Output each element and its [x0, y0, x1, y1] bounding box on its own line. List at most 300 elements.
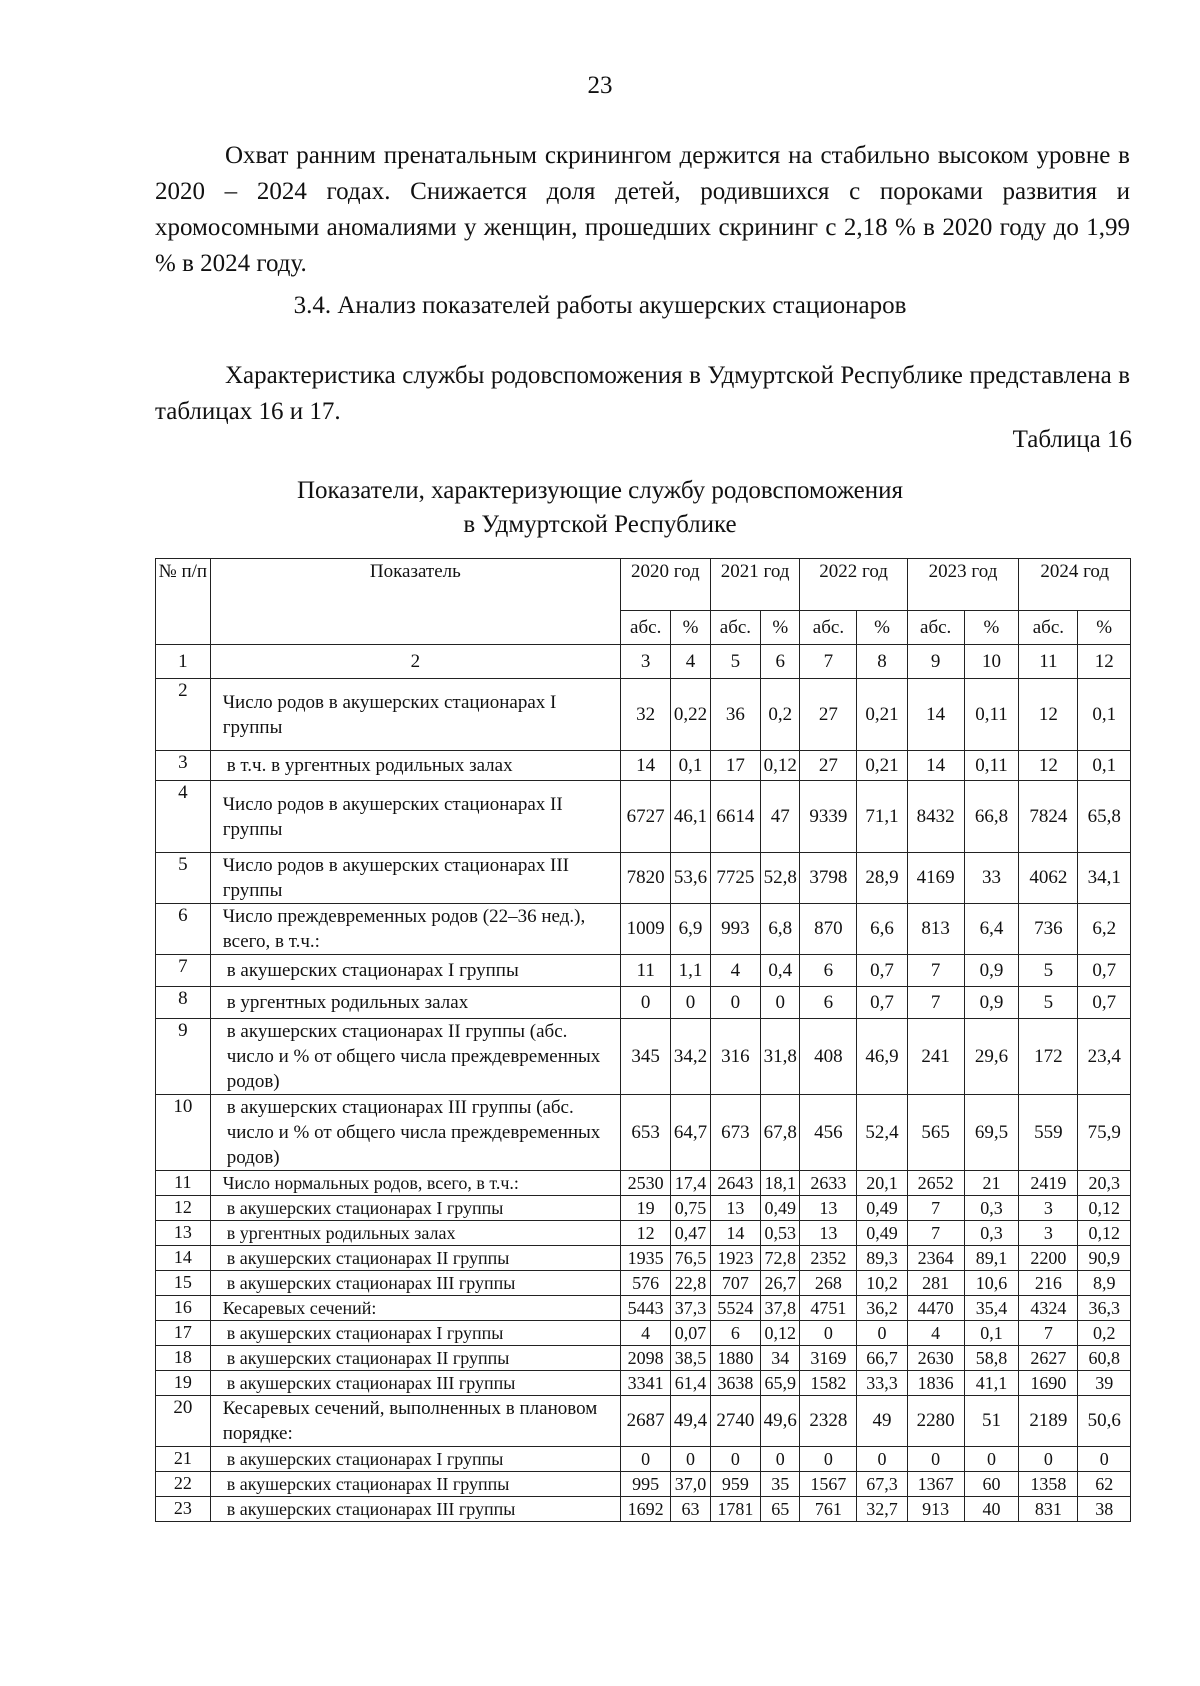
pct-value: 61,4: [671, 1371, 710, 1396]
pct-value: 0,49: [761, 1196, 800, 1221]
abs-value: 736: [1019, 904, 1078, 955]
pct-value: 38,5: [671, 1346, 710, 1371]
abs-value: 2633: [800, 1171, 857, 1196]
abs-value: 3: [1019, 1221, 1078, 1246]
pct-value: 0,49: [857, 1221, 907, 1246]
column-number: 12: [1078, 645, 1131, 679]
header-abs: абс.: [907, 611, 964, 645]
pct-value: 0,2: [1078, 1321, 1131, 1346]
abs-value: 0: [621, 1447, 671, 1472]
pct-value: 52,8: [761, 853, 800, 904]
row-number: 19: [156, 1371, 211, 1396]
abs-value: 1935: [621, 1246, 671, 1271]
pct-value: 64,7: [671, 1095, 710, 1171]
abs-value: 27: [800, 679, 857, 751]
paragraph-intro: Характеристика службы родовспоможения в Удмуртской Республике представлена в таблицах 16 и 17.: [155, 362, 1130, 425]
table-row: [156, 679, 1131, 751]
abs-value: 2652: [907, 1171, 964, 1196]
abs-value: 2627: [1019, 1346, 1078, 1371]
pct-value: 50,6: [1078, 1396, 1131, 1447]
pct-value: 6,4: [964, 904, 1019, 955]
pct-value: 0,49: [857, 1196, 907, 1221]
pct-value: 35,4: [964, 1296, 1019, 1321]
abs-value: 14: [710, 1221, 760, 1246]
abs-value: 2630: [907, 1346, 964, 1371]
pct-value: 0,9: [964, 987, 1019, 1019]
row-label: Число нормальных родов, всего, в т.ч.:: [210, 1171, 620, 1196]
pct-value: 34,1: [1078, 853, 1131, 904]
row-number: 21: [156, 1447, 211, 1472]
abs-value: 12: [1019, 679, 1078, 751]
pct-value: 1,1: [671, 955, 710, 987]
abs-value: 7: [1019, 1321, 1078, 1346]
table-row: [156, 987, 1131, 1019]
abs-value: 2530: [621, 1171, 671, 1196]
abs-value: 5: [1019, 955, 1078, 987]
abs-value: 4169: [907, 853, 964, 904]
row-number: 13: [156, 1221, 211, 1246]
pct-value: 65,8: [1078, 781, 1131, 853]
pct-value: 37,8: [761, 1296, 800, 1321]
abs-value: 8432: [907, 781, 964, 853]
row-number: 8: [156, 987, 211, 1019]
pct-value: 10,6: [964, 1271, 1019, 1296]
abs-value: 4: [710, 955, 760, 987]
row-label: Число родов в акушерских стационарах I группы: [210, 679, 620, 751]
section-title: 3.4. Анализ показателей работы акушерских стационаров: [293, 292, 907, 319]
pct-value: 51: [964, 1396, 1019, 1447]
pct-value: 67,3: [857, 1472, 907, 1497]
abs-value: 2098: [621, 1346, 671, 1371]
row-label: в акушерских стационарах II группы: [210, 1246, 620, 1271]
abs-value: 3341: [621, 1371, 671, 1396]
pct-value: 0: [964, 1447, 1019, 1472]
row-number: 5: [156, 853, 211, 904]
pct-value: 46,9: [857, 1019, 907, 1095]
table-row: [156, 1346, 1131, 1371]
table-row: [156, 1396, 1131, 1447]
pct-value: 0,7: [857, 955, 907, 987]
abs-value: 4: [621, 1321, 671, 1346]
table-row: [156, 1221, 1131, 1246]
pct-value: 46,1: [671, 781, 710, 853]
abs-value: 3169: [800, 1346, 857, 1371]
abs-value: 11: [621, 955, 671, 987]
pct-value: 75,9: [1078, 1095, 1131, 1171]
pct-value: 0,21: [857, 751, 907, 781]
pct-value: 0,1: [1078, 751, 1131, 781]
pct-value: 0,53: [761, 1221, 800, 1246]
abs-value: 1358: [1019, 1472, 1078, 1497]
pct-value: 6,6: [857, 904, 907, 955]
column-number: 6: [761, 645, 800, 679]
pct-value: 69,5: [964, 1095, 1019, 1171]
row-label: в акушерских стационарах III группы (абс. число и % от общего числа преждевременных родов): [210, 1095, 620, 1171]
abs-value: 0: [800, 1447, 857, 1472]
abs-value: 13: [800, 1221, 857, 1246]
pct-value: 47: [761, 781, 800, 853]
pct-value: 0,9: [964, 955, 1019, 987]
abs-value: 2419: [1019, 1171, 1078, 1196]
abs-value: 1880: [710, 1346, 760, 1371]
header-abs: абс.: [621, 611, 671, 645]
abs-value: 12: [1019, 751, 1078, 781]
abs-value: 7: [907, 1221, 964, 1246]
table-row: [156, 1447, 1131, 1472]
pct-value: 72,8: [761, 1246, 800, 1271]
abs-value: 2364: [907, 1246, 964, 1271]
row-label: в акушерских стационарах I группы: [210, 1321, 620, 1346]
row-label: в ургентных родильных залах: [210, 987, 620, 1019]
abs-value: 1367: [907, 1472, 964, 1497]
column-number: 3: [621, 645, 671, 679]
row-number: 16: [156, 1296, 211, 1321]
paragraph-screening: Охват ранним пренатальным скринингом держится на стабильно высоком уровне в 2020 – 2024 годах. Снижается доля детей, родившихся с пороками развития и хромосомными аномалиями у женщин, прошедших скрининг с 2,18 % в 2020 году до 1,99 % в 2024 году.: [155, 142, 1130, 277]
abs-value: 316: [710, 1019, 760, 1095]
header-indicator: Показатель: [210, 559, 620, 645]
abs-value: 19: [621, 1196, 671, 1221]
abs-value: 2643: [710, 1171, 760, 1196]
header-abs: абс.: [1019, 611, 1078, 645]
column-number: 2: [210, 645, 620, 679]
pct-value: 0,11: [964, 751, 1019, 781]
abs-value: 172: [1019, 1019, 1078, 1095]
pct-value: 0: [671, 987, 710, 1019]
abs-value: 5524: [710, 1296, 760, 1321]
table-row: [156, 1371, 1131, 1396]
pct-value: 66,8: [964, 781, 1019, 853]
pct-value: 0,7: [857, 987, 907, 1019]
abs-value: 1690: [1019, 1371, 1078, 1396]
pct-value: 89,3: [857, 1246, 907, 1271]
pct-value: 0,07: [671, 1321, 710, 1346]
pct-value: 37,0: [671, 1472, 710, 1497]
pct-value: 63: [671, 1497, 710, 1522]
abs-value: 1923: [710, 1246, 760, 1271]
pct-value: 40: [964, 1497, 1019, 1522]
table-title-line-2: в Удмуртской Республике: [463, 511, 737, 538]
abs-value: 241: [907, 1019, 964, 1095]
pct-value: 6,2: [1078, 904, 1131, 955]
pct-value: 17,4: [671, 1171, 710, 1196]
pct-value: 35: [761, 1472, 800, 1497]
abs-value: 913: [907, 1497, 964, 1522]
pct-value: 0,22: [671, 679, 710, 751]
abs-value: 12: [621, 1221, 671, 1246]
abs-value: 1781: [710, 1497, 760, 1522]
abs-value: 2280: [907, 1396, 964, 1447]
row-number: 4: [156, 781, 211, 853]
table-row: [156, 781, 1131, 853]
abs-value: 5: [1019, 987, 1078, 1019]
table-label: Таблица 16: [1012, 426, 1132, 453]
column-number: 5: [710, 645, 760, 679]
pct-value: 0: [1078, 1447, 1131, 1472]
pct-value: 10,2: [857, 1271, 907, 1296]
table-row: [156, 751, 1131, 781]
abs-value: 4324: [1019, 1296, 1078, 1321]
pct-value: 38: [1078, 1497, 1131, 1522]
column-number: 11: [1019, 645, 1078, 679]
abs-value: 1009: [621, 904, 671, 955]
pct-value: 0,3: [964, 1221, 1019, 1246]
pct-value: 36,3: [1078, 1296, 1131, 1321]
abs-value: 559: [1019, 1095, 1078, 1171]
pct-value: 65: [761, 1497, 800, 1522]
abs-value: 6: [710, 1321, 760, 1346]
pct-value: 0,12: [761, 751, 800, 781]
pct-value: 22,8: [671, 1271, 710, 1296]
abs-value: 4062: [1019, 853, 1078, 904]
pct-value: 33,3: [857, 1371, 907, 1396]
abs-value: 6: [800, 955, 857, 987]
pct-value: 20,3: [1078, 1171, 1131, 1196]
column-number: 1: [156, 645, 211, 679]
row-label: в акушерских стационарах II группы: [210, 1346, 620, 1371]
pct-value: 49,4: [671, 1396, 710, 1447]
abs-value: 6614: [710, 781, 760, 853]
abs-value: 813: [907, 904, 964, 955]
abs-value: 6: [800, 987, 857, 1019]
abs-value: 9339: [800, 781, 857, 853]
column-numbers-row: [156, 645, 1131, 679]
table-row: [156, 1171, 1131, 1196]
abs-value: 7: [907, 955, 964, 987]
obstetric-indicators-table: [155, 558, 1131, 1522]
table-row: [156, 1271, 1131, 1296]
table-row: [156, 1296, 1131, 1321]
abs-value: 653: [621, 1095, 671, 1171]
abs-value: 1692: [621, 1497, 671, 1522]
pct-value: 0: [761, 987, 800, 1019]
abs-value: 7820: [621, 853, 671, 904]
pct-value: 6,9: [671, 904, 710, 955]
pct-value: 49: [857, 1396, 907, 1447]
pct-value: 0,47: [671, 1221, 710, 1246]
table-row: [156, 1095, 1131, 1171]
row-number: 18: [156, 1346, 211, 1371]
row-number: 10: [156, 1095, 211, 1171]
abs-value: 408: [800, 1019, 857, 1095]
pct-value: 28,9: [857, 853, 907, 904]
abs-value: 13: [800, 1196, 857, 1221]
table-row: [156, 1472, 1131, 1497]
abs-value: 995: [621, 1472, 671, 1497]
pct-value: 31,8: [761, 1019, 800, 1095]
row-number: 22: [156, 1472, 211, 1497]
abs-value: 0: [710, 1447, 760, 1472]
abs-value: 216: [1019, 1271, 1078, 1296]
pct-value: 34,2: [671, 1019, 710, 1095]
abs-value: 0: [710, 987, 760, 1019]
pct-value: 65,9: [761, 1371, 800, 1396]
pct-value: 0,75: [671, 1196, 710, 1221]
pct-value: 0,12: [1078, 1196, 1131, 1221]
pct-value: 0: [671, 1447, 710, 1472]
abs-value: 576: [621, 1271, 671, 1296]
pct-value: 0,12: [761, 1321, 800, 1346]
abs-value: 7725: [710, 853, 760, 904]
table-row: [156, 904, 1131, 955]
abs-value: 7824: [1019, 781, 1078, 853]
pct-value: 66,7: [857, 1346, 907, 1371]
abs-value: 456: [800, 1095, 857, 1171]
table-row: [156, 1497, 1131, 1522]
abs-value: 27: [800, 751, 857, 781]
row-number: 12: [156, 1196, 211, 1221]
row-label: Число родов в акушерских стационарах III группы: [210, 853, 620, 904]
row-label: в т.ч. в ургентных родильных залах: [210, 751, 620, 781]
row-number: 15: [156, 1271, 211, 1296]
abs-value: 1836: [907, 1371, 964, 1396]
pct-value: 0,11: [964, 679, 1019, 751]
pct-value: 0,12: [1078, 1221, 1131, 1246]
row-label: в акушерских стационарах II группы: [210, 1472, 620, 1497]
abs-value: 2352: [800, 1246, 857, 1271]
row-label: в ургентных родильных залах: [210, 1221, 620, 1246]
row-number: 20: [156, 1396, 211, 1447]
abs-value: 0: [621, 987, 671, 1019]
row-label: Кесаревых сечений, выполненных в плановом порядке:: [210, 1396, 620, 1447]
row-number: 17: [156, 1321, 211, 1346]
table-row: [156, 1019, 1131, 1095]
pct-value: 0,7: [1078, 955, 1131, 987]
table-title-line-1: Показатели, характеризующие службу родовспоможения: [296, 477, 904, 504]
abs-value: 959: [710, 1472, 760, 1497]
abs-value: 2189: [1019, 1396, 1078, 1447]
abs-value: 0: [907, 1447, 964, 1472]
row-label: в акушерских стационарах II группы (абс. число и % от общего числа преждевременных родов): [210, 1019, 620, 1095]
pct-value: 26,7: [761, 1271, 800, 1296]
column-number: 4: [671, 645, 710, 679]
abs-value: 565: [907, 1095, 964, 1171]
row-label: в акушерских стационарах I группы: [210, 1196, 620, 1221]
row-label: Число родов в акушерских стационарах II группы: [210, 781, 620, 853]
pct-value: 60,8: [1078, 1346, 1131, 1371]
abs-value: 32: [621, 679, 671, 751]
abs-value: 2328: [800, 1396, 857, 1447]
header-year-2024: 2024 год: [1019, 559, 1131, 611]
row-number: 14: [156, 1246, 211, 1271]
header-pct: %: [761, 611, 800, 645]
pct-value: 23,4: [1078, 1019, 1131, 1095]
row-number: 2: [156, 679, 211, 751]
abs-value: 0: [800, 1321, 857, 1346]
abs-value: 1567: [800, 1472, 857, 1497]
pct-value: 0: [857, 1321, 907, 1346]
pct-value: 67,8: [761, 1095, 800, 1171]
pct-value: 53,6: [671, 853, 710, 904]
pct-value: 76,5: [671, 1246, 710, 1271]
pct-value: 33: [964, 853, 1019, 904]
row-number: 6: [156, 904, 211, 955]
table-row: [156, 1246, 1131, 1271]
pct-value: 20,1: [857, 1171, 907, 1196]
pct-value: 34: [761, 1346, 800, 1371]
row-number: 7: [156, 955, 211, 987]
header-year-2022: 2022 год: [800, 559, 907, 611]
row-label: в акушерских стационарах III группы: [210, 1371, 620, 1396]
table-row: [156, 1321, 1131, 1346]
header-year-2021: 2021 год: [710, 559, 800, 611]
abs-value: 2200: [1019, 1246, 1078, 1271]
row-label: в акушерских стационарах III группы: [210, 1497, 620, 1522]
row-label: в акушерских стационарах I группы: [210, 1447, 620, 1472]
abs-value: 3638: [710, 1371, 760, 1396]
abs-value: 14: [907, 679, 964, 751]
row-label: Число преждевременных родов (22–36 нед.), всего, в т.ч.:: [210, 904, 620, 955]
header-pct: %: [671, 611, 710, 645]
pct-value: 89,1: [964, 1246, 1019, 1271]
table-row: [156, 853, 1131, 904]
abs-value: 2740: [710, 1396, 760, 1447]
abs-value: 3798: [800, 853, 857, 904]
pct-value: 18,1: [761, 1171, 800, 1196]
pct-value: 71,1: [857, 781, 907, 853]
abs-value: 4751: [800, 1296, 857, 1321]
pct-value: 49,6: [761, 1396, 800, 1447]
abs-value: 13: [710, 1196, 760, 1221]
pct-value: 0,1: [964, 1321, 1019, 1346]
pct-value: 0,1: [671, 751, 710, 781]
pct-value: 90,9: [1078, 1246, 1131, 1271]
table-row: [156, 1196, 1131, 1221]
row-label: Кесаревых сечений:: [210, 1296, 620, 1321]
pct-value: 37,3: [671, 1296, 710, 1321]
table-title: [0, 474, 1200, 542]
table-body: [156, 645, 1131, 1522]
abs-value: 6727: [621, 781, 671, 853]
abs-value: 870: [800, 904, 857, 955]
pct-value: 58,8: [964, 1346, 1019, 1371]
row-number: 11: [156, 1171, 211, 1196]
header-abs: абс.: [800, 611, 857, 645]
pct-value: 36,2: [857, 1296, 907, 1321]
pct-value: 0: [857, 1447, 907, 1472]
abs-value: 4: [907, 1321, 964, 1346]
abs-value: 268: [800, 1271, 857, 1296]
row-label: в акушерских стационарах III группы: [210, 1271, 620, 1296]
abs-value: 4470: [907, 1296, 964, 1321]
abs-value: 831: [1019, 1497, 1078, 1522]
header-pct: %: [1078, 611, 1131, 645]
pct-value: 0,7: [1078, 987, 1131, 1019]
pct-value: 21: [964, 1171, 1019, 1196]
abs-value: 5443: [621, 1296, 671, 1321]
row-number: 23: [156, 1497, 211, 1522]
pct-value: 0,1: [1078, 679, 1131, 751]
header-year-2023: 2023 год: [907, 559, 1019, 611]
column-number: 7: [800, 645, 857, 679]
abs-value: 14: [907, 751, 964, 781]
pct-value: 32,7: [857, 1497, 907, 1522]
pct-value: 60: [964, 1472, 1019, 1497]
abs-value: 36: [710, 679, 760, 751]
abs-value: 993: [710, 904, 760, 955]
table-row: [156, 955, 1131, 987]
abs-value: 17: [710, 751, 760, 781]
pct-value: 8,9: [1078, 1271, 1131, 1296]
row-label: в акушерских стационарах I группы: [210, 955, 620, 987]
abs-value: 673: [710, 1095, 760, 1171]
abs-value: 3: [1019, 1196, 1078, 1221]
pct-value: 0,21: [857, 679, 907, 751]
abs-value: 345: [621, 1019, 671, 1095]
abs-value: 761: [800, 1497, 857, 1522]
pct-value: 0,2: [761, 679, 800, 751]
pct-value: 41,1: [964, 1371, 1019, 1396]
header-abs: абс.: [710, 611, 760, 645]
